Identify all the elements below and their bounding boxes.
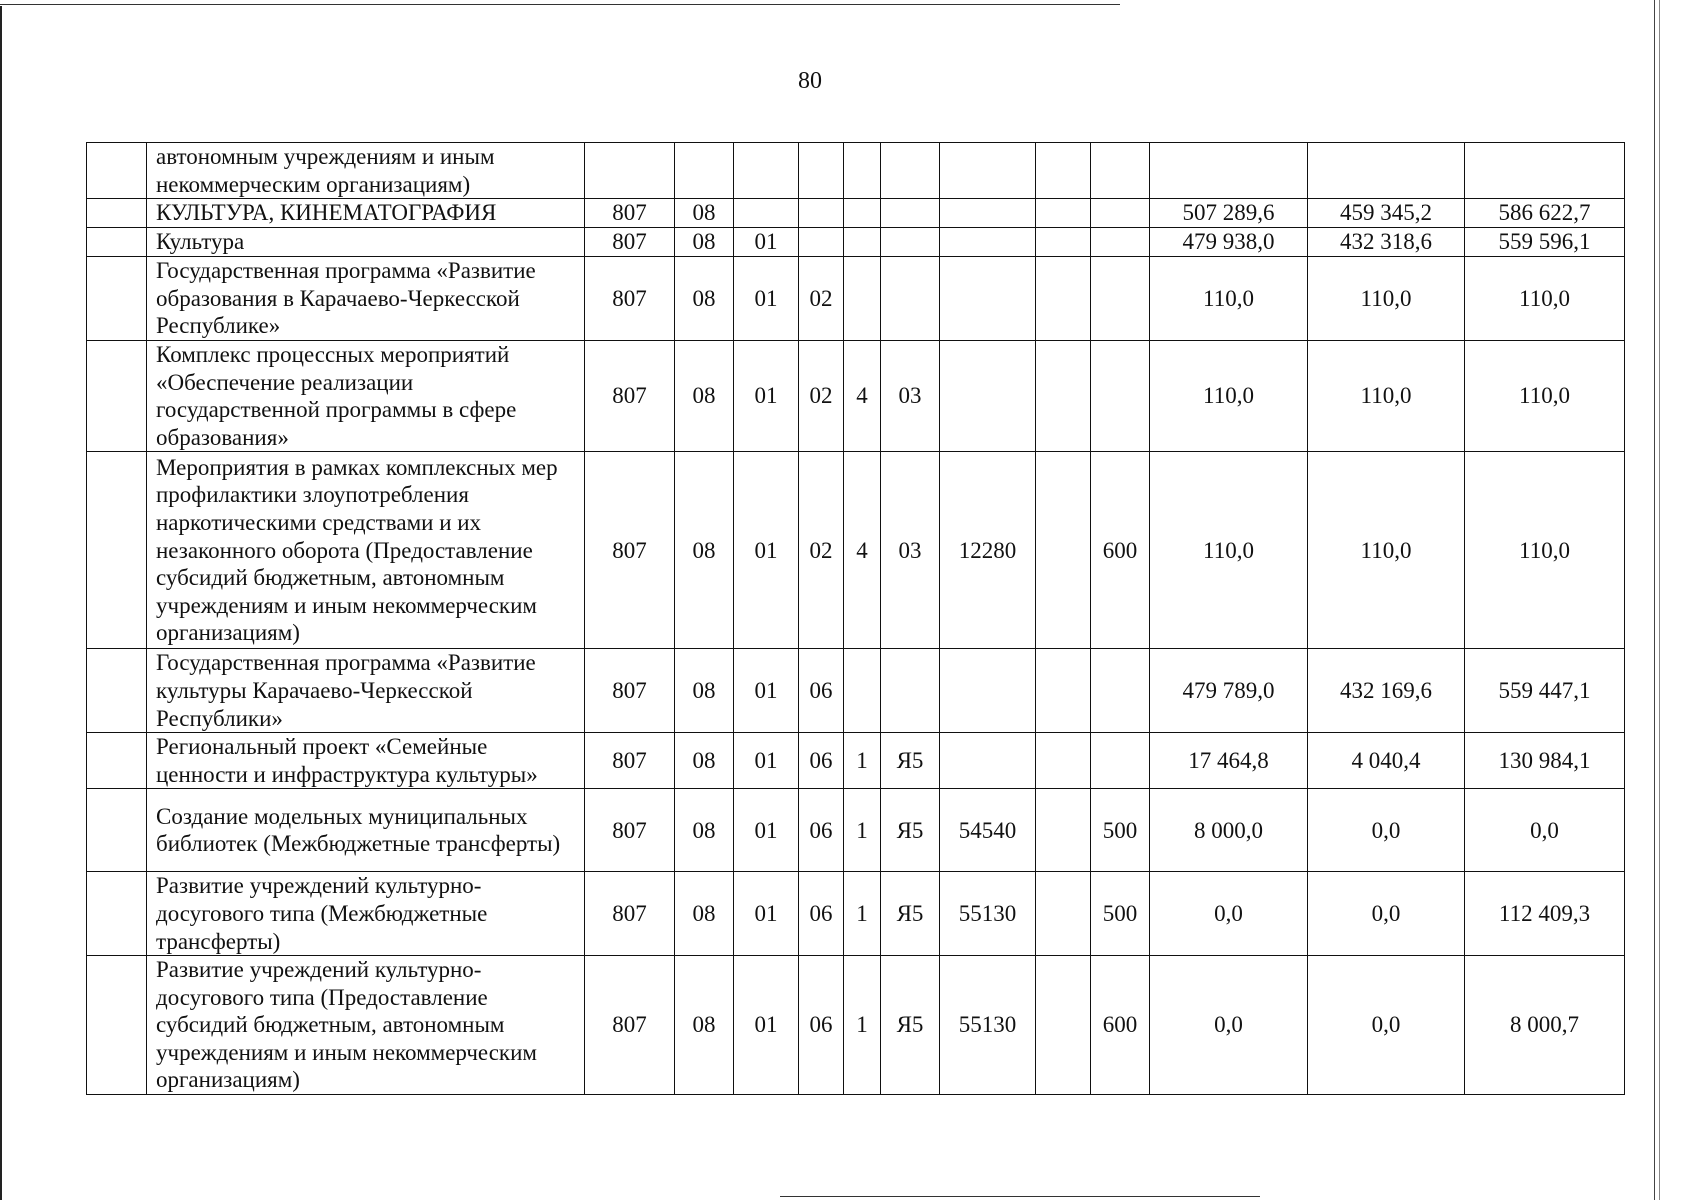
code-cell-c9 [1091, 340, 1150, 451]
row-number-cell [87, 649, 147, 733]
amount-cell-v2 [1308, 143, 1465, 199]
amount-cell-v2: 0,0 [1308, 872, 1465, 956]
code-cell-c5: 4 [844, 452, 881, 649]
code-cell-c2 [675, 143, 734, 199]
code-cell-c8 [1036, 649, 1091, 733]
code-cell-c9: 600 [1091, 956, 1150, 1095]
code-cell-c3: 01 [734, 872, 799, 956]
code-cell-c5: 4 [844, 340, 881, 451]
code-cell-c3: 01 [734, 733, 799, 789]
row-number-cell [87, 452, 147, 649]
code-cell-c2: 08 [675, 872, 734, 956]
code-cell-c8 [1036, 452, 1091, 649]
code-cell-c9 [1091, 257, 1150, 341]
code-cell-c5: 1 [844, 733, 881, 789]
code-cell-c7: 55130 [940, 872, 1036, 956]
table-row [87, 649, 1625, 733]
code-cell-c1 [585, 143, 675, 199]
code-cell-c6 [881, 199, 940, 228]
item-name-cell: КУЛЬТУРА, КИНЕМАТОГРАФИЯ [147, 199, 585, 228]
code-cell-c2: 08 [675, 789, 734, 872]
scan-border-bottom [780, 1196, 1260, 1197]
amount-cell-v3: 559 596,1 [1465, 228, 1625, 257]
item-name-cell: Культура [147, 228, 585, 257]
code-cell-c8 [1036, 143, 1091, 199]
amount-cell-v3: 110,0 [1465, 452, 1625, 649]
code-cell-c9 [1091, 228, 1150, 257]
code-cell-c4: 02 [799, 340, 844, 451]
scan-border-left [0, 6, 2, 1200]
code-cell-c3: 01 [734, 228, 799, 257]
code-cell-c6: Я5 [881, 789, 940, 872]
code-cell-c8 [1036, 199, 1091, 228]
code-cell-c4: 02 [799, 257, 844, 341]
code-cell-c1: 807 [585, 340, 675, 451]
amount-cell-v2: 110,0 [1308, 257, 1465, 341]
amount-cell-v2: 4 040,4 [1308, 733, 1465, 789]
table-row [87, 199, 1625, 228]
code-cell-c8 [1036, 872, 1091, 956]
row-number-cell [87, 733, 147, 789]
code-cell-c1: 807 [585, 228, 675, 257]
code-cell-c4: 06 [799, 789, 844, 872]
code-cell-c3 [734, 143, 799, 199]
code-cell-c1: 807 [585, 733, 675, 789]
code-cell-c7: 12280 [940, 452, 1036, 649]
row-number-cell [87, 789, 147, 872]
code-cell-c7: 54540 [940, 789, 1036, 872]
amount-cell-v3: 110,0 [1465, 340, 1625, 451]
code-cell-c1: 807 [585, 872, 675, 956]
amount-cell-v3 [1465, 143, 1625, 199]
code-cell-c1: 807 [585, 649, 675, 733]
amount-cell-v2: 432 318,6 [1308, 228, 1465, 257]
amount-cell-v2: 0,0 [1308, 956, 1465, 1095]
code-cell-c8 [1036, 340, 1091, 451]
code-cell-c2: 08 [675, 956, 734, 1095]
amount-cell-v2: 0,0 [1308, 789, 1465, 872]
code-cell-c8 [1036, 789, 1091, 872]
code-cell-c3: 01 [734, 340, 799, 451]
amount-cell-v1: 8 000,0 [1150, 789, 1308, 872]
code-cell-c2: 08 [675, 452, 734, 649]
table-row [87, 789, 1625, 872]
scan-border-top [0, 4, 1120, 5]
code-cell-c7 [940, 199, 1036, 228]
code-cell-c4 [799, 199, 844, 228]
code-cell-c7 [940, 257, 1036, 341]
code-cell-c5: 1 [844, 956, 881, 1095]
code-cell-c2: 08 [675, 199, 734, 228]
code-cell-c3: 01 [734, 257, 799, 341]
row-number-cell [87, 257, 147, 341]
table-body [87, 143, 1625, 1095]
amount-cell-v1: 110,0 [1150, 340, 1308, 451]
code-cell-c5: 1 [844, 872, 881, 956]
row-number-cell [87, 199, 147, 228]
code-cell-c2: 08 [675, 340, 734, 451]
row-number-cell [87, 872, 147, 956]
row-number-cell [87, 956, 147, 1095]
row-number-cell [87, 228, 147, 257]
amount-cell-v3: 8 000,7 [1465, 956, 1625, 1095]
table-row [87, 956, 1625, 1095]
code-cell-c2: 08 [675, 228, 734, 257]
amount-cell-v2: 110,0 [1308, 340, 1465, 451]
amount-cell-v2: 432 169,6 [1308, 649, 1465, 733]
table-row [87, 257, 1625, 341]
amount-cell-v1: 479 938,0 [1150, 228, 1308, 257]
amount-cell-v3: 0,0 [1465, 789, 1625, 872]
code-cell-c6: Я5 [881, 956, 940, 1095]
amount-cell-v3: 586 622,7 [1465, 199, 1625, 228]
table-row [87, 143, 1625, 199]
code-cell-c4: 06 [799, 956, 844, 1095]
code-cell-c5 [844, 143, 881, 199]
code-cell-c3 [734, 199, 799, 228]
code-cell-c8 [1036, 956, 1091, 1095]
code-cell-c4: 06 [799, 733, 844, 789]
code-cell-c4: 06 [799, 872, 844, 956]
amount-cell-v3: 110,0 [1465, 257, 1625, 341]
code-cell-c9 [1091, 733, 1150, 789]
code-cell-c9 [1091, 649, 1150, 733]
code-cell-c1: 807 [585, 789, 675, 872]
code-cell-c5 [844, 257, 881, 341]
code-cell-c6 [881, 649, 940, 733]
table-row [87, 340, 1625, 451]
code-cell-c6: Я5 [881, 733, 940, 789]
amount-cell-v1 [1150, 143, 1308, 199]
budget-table [86, 142, 1625, 1095]
code-cell-c6 [881, 228, 940, 257]
code-cell-c5 [844, 649, 881, 733]
amount-cell-v3: 112 409,3 [1465, 872, 1625, 956]
code-cell-c3: 01 [734, 649, 799, 733]
table-row [87, 452, 1625, 649]
code-cell-c2: 08 [675, 649, 734, 733]
code-cell-c6 [881, 143, 940, 199]
scan-border-right [1654, 0, 1655, 1200]
amount-cell-v1: 17 464,8 [1150, 733, 1308, 789]
code-cell-c3: 01 [734, 956, 799, 1095]
table-row [87, 872, 1625, 956]
row-number-cell [87, 340, 147, 451]
table-row [87, 228, 1625, 257]
code-cell-c9: 600 [1091, 452, 1150, 649]
page-number: 80 [798, 68, 822, 94]
code-cell-c5 [844, 228, 881, 257]
code-cell-c6: 03 [881, 340, 940, 451]
code-cell-c1: 807 [585, 956, 675, 1095]
code-cell-c8 [1036, 733, 1091, 789]
amount-cell-v1: 0,0 [1150, 956, 1308, 1095]
code-cell-c9 [1091, 143, 1150, 199]
code-cell-c7 [940, 340, 1036, 451]
table-row [87, 733, 1625, 789]
amount-cell-v1: 110,0 [1150, 257, 1308, 341]
code-cell-c7: 55130 [940, 956, 1036, 1095]
code-cell-c5 [844, 199, 881, 228]
code-cell-c9: 500 [1091, 789, 1150, 872]
code-cell-c3: 01 [734, 452, 799, 649]
code-cell-c9 [1091, 199, 1150, 228]
item-name-cell: Создание модельных муниципальных библиотек (Межбюджетные трансферты) [147, 789, 585, 872]
code-cell-c5: 1 [844, 789, 881, 872]
code-cell-c4: 02 [799, 452, 844, 649]
code-cell-c4 [799, 143, 844, 199]
item-name-cell: Комплекс процессных мероприятий «Обеспечение реализации государственной программы в сфере образования» [147, 340, 585, 451]
item-name-cell: Государственная программа «Развитие образования в Карачаево-Черкесской Республике» [147, 257, 585, 341]
code-cell-c6: Я5 [881, 872, 940, 956]
item-name-cell: Мероприятия в рамках комплексных мер профилактики злоупотребления наркотическими средствами и их незаконного оборота (Предоставление субсидий бюджетным, автономным учреждениям и иным некоммерческим организациям) [147, 452, 585, 649]
amount-cell-v3: 559 447,1 [1465, 649, 1625, 733]
code-cell-c9: 500 [1091, 872, 1150, 956]
code-cell-c7 [940, 228, 1036, 257]
code-cell-c2: 08 [675, 733, 734, 789]
amount-cell-v2: 110,0 [1308, 452, 1465, 649]
code-cell-c8 [1036, 257, 1091, 341]
code-cell-c1: 807 [585, 257, 675, 341]
code-cell-c3: 01 [734, 789, 799, 872]
code-cell-c4 [799, 228, 844, 257]
amount-cell-v1: 507 289,6 [1150, 199, 1308, 228]
code-cell-c1: 807 [585, 452, 675, 649]
code-cell-c6: 03 [881, 452, 940, 649]
code-cell-c6 [881, 257, 940, 341]
code-cell-c2: 08 [675, 257, 734, 341]
amount-cell-v1: 479 789,0 [1150, 649, 1308, 733]
item-name-cell: Развитие учреждений культурно-досугового типа (Предоставление субсидий бюджетным, автономным учреждениям и иным некоммерческим организациям) [147, 956, 585, 1095]
item-name-cell: Региональный проект «Семейные ценности и инфраструктура культуры» [147, 733, 585, 789]
amount-cell-v1: 0,0 [1150, 872, 1308, 956]
item-name-cell: Государственная программа «Развитие культуры Карачаево-Черкесской Республики» [147, 649, 585, 733]
code-cell-c7 [940, 143, 1036, 199]
code-cell-c7 [940, 733, 1036, 789]
code-cell-c4: 06 [799, 649, 844, 733]
code-cell-c8 [1036, 228, 1091, 257]
code-cell-c1: 807 [585, 199, 675, 228]
item-name-cell: автономным учреждениям и иным некоммерческим организациям) [147, 143, 585, 199]
code-cell-c7 [940, 649, 1036, 733]
item-name-cell: Развитие учреждений культурно-досугового типа (Межбюджетные трансферты) [147, 872, 585, 956]
scan-border-right-inner [1659, 0, 1660, 1200]
amount-cell-v2: 459 345,2 [1308, 199, 1465, 228]
row-number-cell [87, 143, 147, 199]
amount-cell-v3: 130 984,1 [1465, 733, 1625, 789]
amount-cell-v1: 110,0 [1150, 452, 1308, 649]
